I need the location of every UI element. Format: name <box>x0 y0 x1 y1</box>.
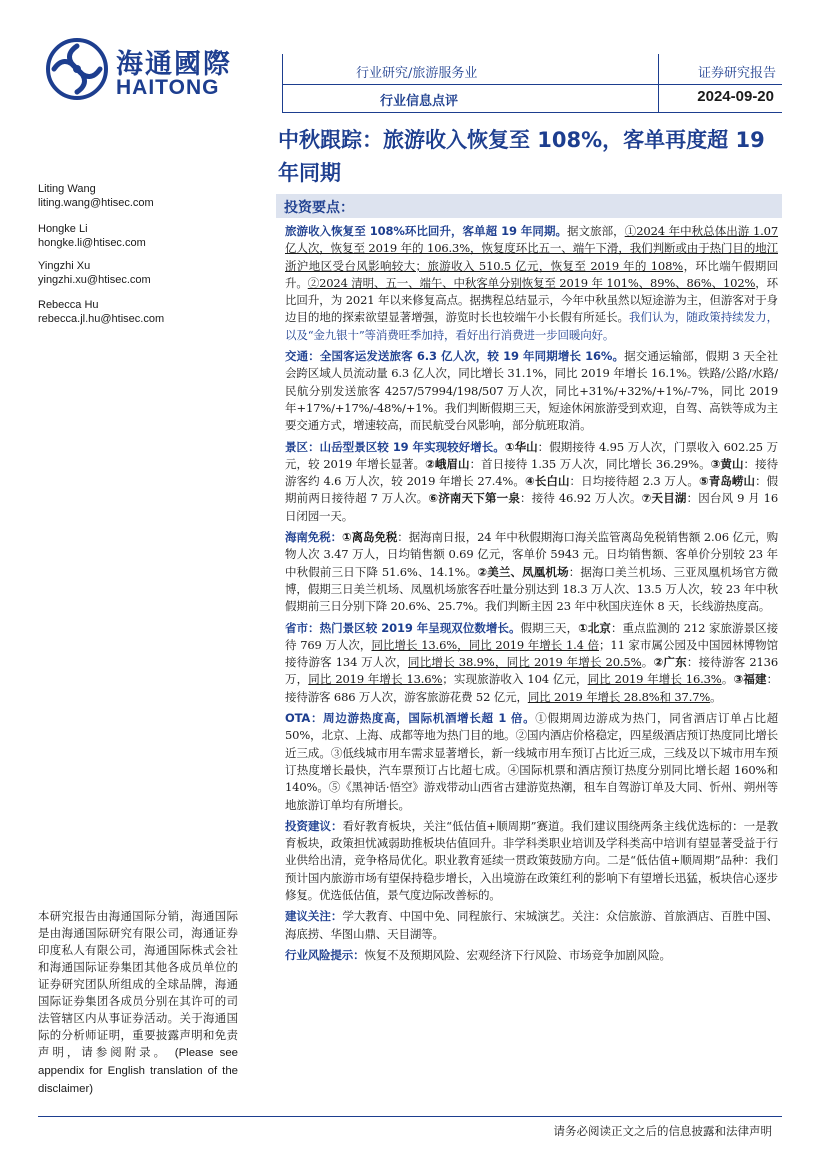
paragraph-lead: 旅游收入恢复至 108%环比回升，客单超 19 年同期。 <box>285 224 568 238</box>
paragraph-lead: 建议关注： <box>285 909 343 924</box>
underlined-text: 同比 2019 年增长 13.6% <box>308 672 443 687</box>
disclaimer-cn: 本研究报告由海通国际分销，海通国际是由海通国际研究有限公司，海通证券印度私人有限公司，海通国际株式会社和海通国际证券集团其他各成员单位的证券研究团队所组成的全球品牌，海通国际证券集团各成员分别在其许可的司法管辖区内从事证券活动。关于海通国际的分析师证明，重要披露声明和免责声明，请参阅附录。 <box>38 909 238 1059</box>
analyst-email[interactable]: hongke.li@htisec.com <box>38 237 146 249</box>
footer-divider <box>38 1116 782 1117</box>
paragraph-text: ：日均接待超 2.3 万人。 <box>569 474 699 489</box>
underlined-text: 同比增长 13.6%，同比 2019 年增长 1.4 倍 <box>371 637 600 652</box>
paragraph-scenic <box>285 439 778 525</box>
header-date: 2024-09-20 <box>697 88 774 105</box>
bold-label: ⑥济南天下第一泉 <box>428 491 521 506</box>
underlined-text: ②2024 清明、五一、端午、中秋客单分别恢复至 2019 年 101%、89%、86%、102% <box>307 275 756 290</box>
header-industry: 行业研究/旅游服务业 <box>356 66 478 81</box>
bold-label: ③黄山 <box>710 456 744 471</box>
header-divider-left <box>282 54 283 112</box>
paragraph-text: ；11 家市属公园及中国园林博物馆接待游客 134 万人次， <box>285 637 779 670</box>
paragraph-lead: OTA：周边游热度高，国际机酒增长超 1 倍。 <box>285 711 536 726</box>
analyst-email[interactable]: yingzhi.xu@htisec.com <box>38 274 151 286</box>
logo-name-en: HAITONG <box>116 76 220 99</box>
sidebar-disclaimer <box>38 908 238 1098</box>
logo-name-cn: 海通國際 <box>116 49 232 80</box>
paragraph-risk <box>285 947 778 964</box>
analyst-email[interactable]: rebecca.jl.hu@htisec.com <box>38 313 165 325</box>
bold-label: ②美兰、凤凰机场 <box>477 564 569 579</box>
paragraph-investment-advice <box>285 818 778 904</box>
underlined-text: ，恢复度环比五一、端午下滑，我们判断或由于热门目的地江浙沪地区受台风影响较大；旅游收入 510.5 亿元，恢复至 2019 年的 108% <box>285 241 778 273</box>
analyst-3 <box>38 259 151 287</box>
key-points-title: 投资要点： <box>284 200 354 216</box>
bold-label: ①北京 <box>578 620 611 635</box>
paragraph-transport <box>285 348 778 434</box>
analyst-name: Hongke Li <box>38 223 88 235</box>
paragraph-text: ：假期前两日接待超 7 万人次。 <box>285 474 779 506</box>
bold-label: ②峨眉山 <box>425 456 470 471</box>
header-divider-mid <box>282 84 782 85</box>
paragraph-text: 恢复不及预期风险、宏观经济下行风险、市场竞争加剧风险。 <box>364 947 671 962</box>
paragraph-lead: 投资建议： <box>285 818 343 833</box>
analyst-name: Rebecca Hu <box>38 299 99 311</box>
paragraph-text: 据文旅部， <box>567 224 625 238</box>
haitong-logo-icon <box>46 38 108 100</box>
paragraph-text: ：假期接待 4.95 万人次，门票收入 602.25 万元，较 2019 年增长显著。 <box>285 439 779 471</box>
highlight-text: 我们认为，随政策持续发力，以及“金九银十”等消费旺季加持，看好出行消费进一步回暖向好。 <box>285 310 778 342</box>
bold-label: ③福建 <box>733 672 767 687</box>
paragraph-text: ：接待游客约 4.6 万人次，较 2019 年增长 27.4%。 <box>285 456 779 489</box>
paragraph-ota <box>285 710 778 814</box>
paragraph-text: ，环比端午假期回升。 <box>285 258 778 290</box>
paragraph-lead: 行业风险提示： <box>285 947 365 962</box>
paragraph-tourism-revenue <box>285 223 778 344</box>
analyst-email[interactable]: liting.wang@htisec.com <box>38 197 154 209</box>
paragraph-text: 。 <box>710 689 722 704</box>
analyst-4 <box>38 298 164 326</box>
bold-label: ⑦天目湖 <box>641 491 687 506</box>
header-report-type: 行业信息点评 <box>380 94 459 109</box>
bold-label: ①离岛免税 <box>342 530 398 545</box>
paragraph-text: 。 <box>641 655 654 670</box>
paragraph-recommended <box>285 908 778 943</box>
bold-label: ④长白山 <box>525 474 570 489</box>
haitong-logo <box>46 38 246 102</box>
paragraph-text: 看好教育板块，关注“低估值+顺周期”赛道。我们建议围绕两条主线优选标的：一是教育板块，政策担忧减弱助推板块估值回升。非学科类职业培训及学科类高中培训有望显著受益于行业供给出清，竞争格局优化。职业教育延续一贯政策鼓励方向。二是“低估值+顺周期”品种：我们预计国内旅游市场有望保持稳步增长，入出境游在政策红利的影响下有望增长迅猛，板块信心逐步修复。优选低估值，景气度边际改善标的。 <box>285 818 778 902</box>
report-title: 中秋跟踪：旅游收入恢复至 108%，客单再度超 19 年同期 <box>278 128 765 185</box>
analyst-name: Yingzhi Xu <box>38 260 91 272</box>
paragraph-lead: 景区：山岳型景区较 19 年实现较好增长。 <box>285 439 505 454</box>
paragraph-text: ：接待 46.92 万人次。 <box>520 491 642 506</box>
paragraph-hainan-dutyfree <box>285 529 778 615</box>
bold-label: ①华山 <box>504 439 538 454</box>
header-category: 证券研究报告 <box>697 66 776 81</box>
paragraph-text: 据交通运输部，假期 3 天全社会跨区域人员流动量 6.3 亿人次，同比增长 31.1%，同比 2019 年增长 16.1%。铁路/公路/水路/民航分别发送旅客 4257/57994/198/507 万人次，同比+31%/+32%/+1%/-7%，同比 2019 年+17%/+17%/-48%/+1%。我们判断假期三天，短途休闲旅游受到欢迎，自驾、高铁等成为主要交通方式，增速较高，而民航受台风影响，部分航班取消。 <box>285 349 778 433</box>
paragraph-text: ：首日接待 1.35 万人次，同比增长 36.29%。 <box>469 456 711 471</box>
underlined-text: 同比 2019 年增长 16.3% <box>587 672 722 687</box>
header-divider-bottom <box>282 112 782 113</box>
analyst-name: Liting Wang <box>38 183 96 195</box>
paragraph-text: 。 <box>721 672 734 687</box>
analyst-1 <box>38 182 154 210</box>
analyst-2 <box>38 222 146 250</box>
paragraph-text: 假期三天， <box>520 620 579 635</box>
paragraph-text: ：据海口美兰机场、三亚凤凰机场官方微博，假期三日美兰机场、凤凰机场旅客吞吐量分别达到 18.3 万人次、13.5 万人次，较 23 年中秋假期前三日分别下降 20.6%、25.7%。我们判断主因 23 年中秋国庆连休 8 天，长线游热度高。 <box>285 564 778 614</box>
paragraph-text: ：接待游客 686 万人次，游客旅游花费 52 亿元， <box>285 672 779 704</box>
paragraph-lead: 交通：全国客运发送旅客 6.3 亿人次，较 19 年同期增长 16%。 <box>285 349 625 364</box>
underlined-text: 同比 2019 年增长 28.8%和 37.7% <box>527 689 711 704</box>
underlined-text: 同比增长 38.9%，同比 2019 年增长 20.5% <box>408 655 642 670</box>
paragraph-text: ；实现旅游收入 104 亿元， <box>442 672 588 687</box>
disclaimer-en: (Please see appendix for English translation of the disclaimer) <box>38 1047 238 1095</box>
paragraph-text: ①假期周边游成为热门，同省酒店订单占比超 50%，北京、上海、成都等地为热门目的地。②国内酒店价格稳定，四星级酒店预订热度同比增长近三成。③低线城市用车需求显著增长，新一线城市用车预订占比近三成，三线及以下城市用车预订热度增长最快，汽车票预订占比超七成。④国际机票和酒店预订热度分别同比增长超 160%和 140%。⑤《黑神话·悟空》游戏带动山西省古建游览热潮，租车自驾游订单及大同、忻州、朔州等地旅游订单均有所增长。 <box>285 711 779 812</box>
paragraph-text: ，环比回升，为 2021 年以来修复高点。据携程总结显示，今年中秋虽然以短途游为主，但游客对于身边目的地的探索欲望显著增强，游览时长也较端午小长假有所延长。 <box>285 275 779 325</box>
paragraph-text: ：接待游客 2136 万， <box>285 655 779 687</box>
paragraph-provinces <box>285 620 778 706</box>
paragraph-lead: 海南免税： <box>285 530 343 545</box>
paragraph-text: 学大教育、中国中免、同程旅行、宋城演艺。关注：众信旅游、首旅酒店、百胜中国、海底捞、华图山鼎、天目湖等。 <box>285 909 779 941</box>
paragraph-text: ：因台风 9 月 16 日闭园一天。 <box>285 491 779 523</box>
header-divider-right <box>658 54 659 112</box>
underlined-text: ①2024 年中秋总体出游 1.07 亿人次，恢复至 2019 年的 106.3% <box>285 224 779 256</box>
main-content <box>285 223 778 968</box>
bold-label: ⑤青岛崂山 <box>698 474 756 489</box>
paragraph-lead: 省市：热门景区较 2019 年呈现双位数增长。 <box>285 620 521 635</box>
paragraph-text: ：重点监测的 212 家旅游景区接待 769 万人次， <box>285 620 778 652</box>
paragraph-text: ：据海南日报，24 年中秋假期海口海关监管离岛免税销售额 2.06 亿元，购物人次 3.47 万人，日均销售额 0.69 亿元，客单价 5943 元。日均销售额、客单价分别较 23 年中秋假前三日下降 51.6%、14.1%。 <box>285 530 778 579</box>
footer-notice: 请务必阅读正文之后的信息披露和法律声明 <box>553 1124 772 1138</box>
bold-label: ②广东 <box>653 655 687 670</box>
